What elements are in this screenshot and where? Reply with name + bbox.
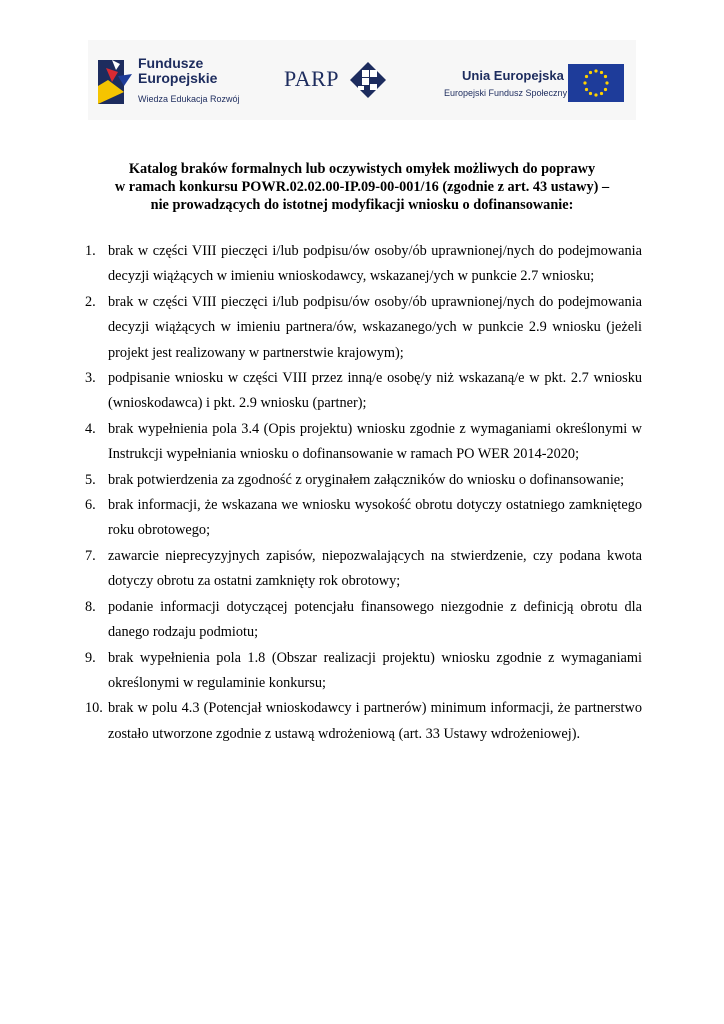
fundusze-europejskie-name [138, 56, 258, 86]
title-line-2: w ramach konkursu POWR.02.02.00-IP.09-00-001/16 (zgodnie z art. 43 ustawy) – [114, 179, 610, 195]
title-line-3: nie prowadzących do istotnej modyfikacji wniosku o dofinansowanie: [150, 197, 574, 213]
logo-band [88, 40, 636, 120]
list-item-text: podanie informacji dotyczącej potencjału finansowego niezgodnie z definicją obrotu dla danego rodzaju podmiotu; [108, 598, 642, 641]
list-item [85, 417, 642, 468]
list-item-text: brak potwierdzenia za zgodność z oryginałem załączników do wniosku o dofinansowanie; [108, 471, 625, 488]
eu-flag-icon [568, 64, 624, 102]
parp-mark-icon [348, 62, 388, 98]
list-item-text: brak wypełnienia pola 1.8 (Obszar realizacji projektu) wniosku zgodnie z wymaganiami określonymi w regulaminie konkursu; [108, 649, 642, 691]
fe-name-line1: Fundusze [138, 55, 204, 71]
list-item-text: brak w polu 4.3 (Potencjał wnioskodawcy i partnerów) minimum informacji, że partnerstwo zostało utworzone zgodnie z ustawą wdrożeniową (art. 33 Ustawy wdrożeniowej). [108, 700, 642, 742]
ue-subtitle: Europejski Fundusz Społeczny [444, 88, 568, 98]
fundusze-europejskie-mark-icon [98, 56, 132, 108]
list-item-text: brak wypełnienia pola 3.4 (Opis projektu) wniosku zgodnie z wymaganiami określonymi w Instrukcji wypełniania wniosku o dofinansowanie w ramach PO WER 2014-2020; [108, 420, 642, 463]
fe-subtitle: Wiedza Edukacja Rozwój [138, 94, 240, 104]
list-item [85, 290, 642, 366]
list-item-number: 7. [85, 547, 96, 564]
list-item-number: 5. [85, 471, 96, 488]
fe-name-line2: Europejskie [138, 70, 218, 86]
list-item-text: brak w części VIII pieczęci i/lub podpisu/ów osoby/ób uprawnionej/nych do podejmowania decyzji wiążących w imieniu wnioskodawcy, wskazanej/ych w punkcie 2.7 wniosku; [108, 243, 642, 285]
parp-logo [284, 62, 392, 98]
list-item [85, 544, 642, 595]
list-item-text: zawarcie nieprecyzyjnych zapisów, niepozwalających na stwierdzenie, czy podana kwota dotyczy obrotu za ostatni zamknięty rok obrotowy; [108, 547, 642, 590]
list-item [85, 468, 642, 493]
parp-logo-text: PARP [284, 66, 340, 91]
list-item [85, 595, 642, 646]
list-item [85, 239, 642, 290]
list-item-number: 4. [85, 420, 96, 437]
list-item-number: 1. [85, 243, 96, 259]
list-item-number: 9. [85, 649, 96, 666]
title-line-1: Katalog braków formalnych lub oczywistych omyłek możliwych do poprawy [128, 161, 596, 177]
list-item [85, 366, 642, 417]
fundusze-europejskie-logo [98, 54, 258, 112]
catalog-list [85, 239, 642, 747]
list-item-number: 10. [85, 700, 103, 717]
list-item-number: 2. [85, 293, 96, 310]
document-title [60, 160, 664, 214]
list-item-text: brak informacji, że wskazana we wniosku wysokość obrotu dotyczy ostatniego zamkniętego roku obrotowego; [108, 497, 642, 539]
list-item [85, 493, 642, 544]
list-item-number: 6. [85, 497, 96, 514]
unia-europejska-logo [444, 64, 634, 104]
list-item-text: brak w części VIII pieczęci i/lub podpisu/ów osoby/ób uprawnionej/nych do podejmowania decyzji wiążących w imieniu partnera/ów, wskazanego/ych w punkcie 2.9 wniosku (jeżeli projekt jest realizowany w partnerstwie krajowym); [108, 293, 642, 361]
ue-title: Unia Europejska [462, 68, 564, 83]
list-item [85, 646, 642, 697]
list-item-number: 8. [85, 598, 96, 615]
list-item [85, 696, 642, 747]
list-item-text: podpisanie wniosku w części VIII przez inną/e osobę/y niż wskazaną/e w pkt. 2.7 wniosku (wnioskodawca) i pkt. 2.9 wniosku (partner); [108, 370, 642, 412]
list-item-number: 3. [85, 370, 96, 387]
